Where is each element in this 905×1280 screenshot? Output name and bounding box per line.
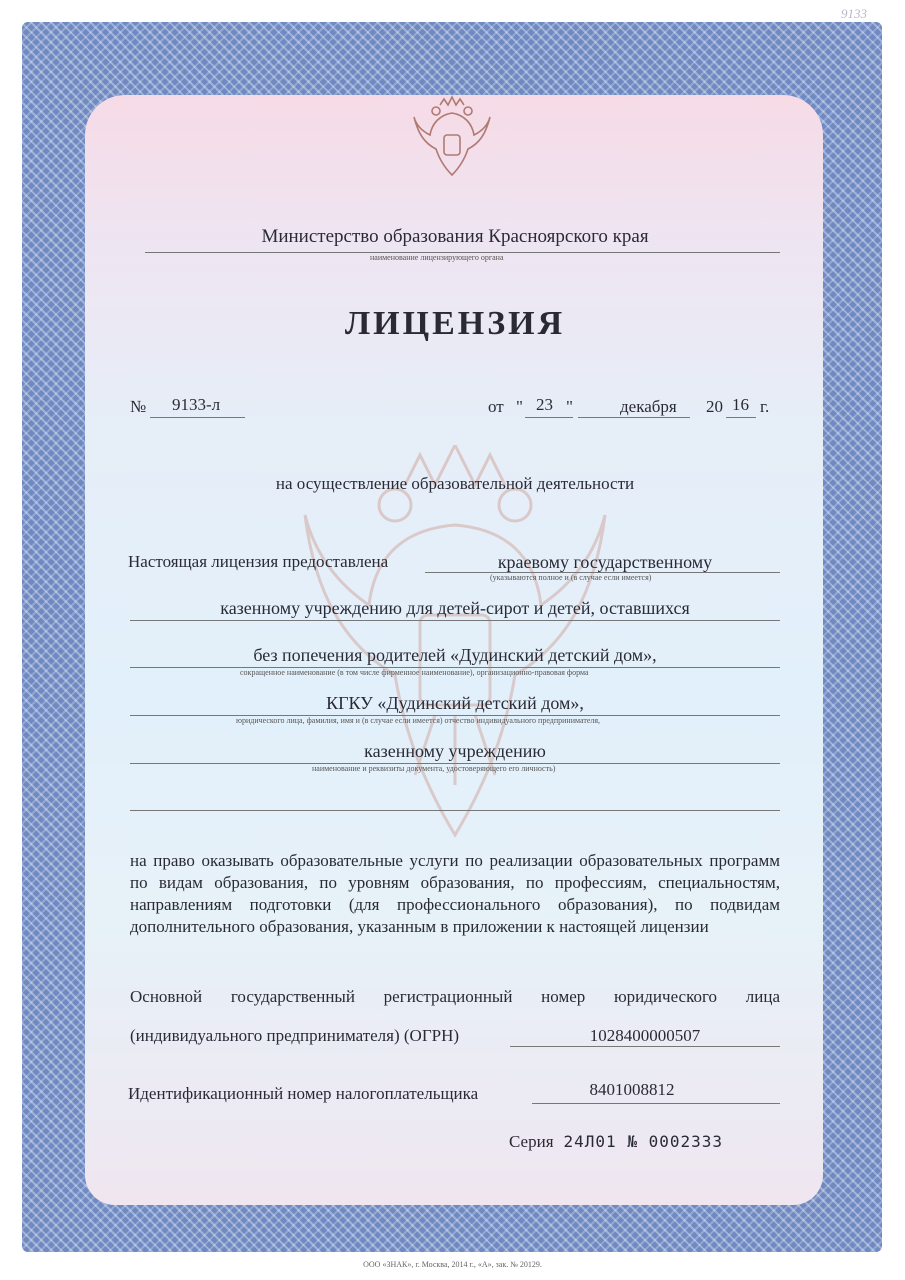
rights-paragraph: на право оказывать образовательные услуги по реализации образовательных программ по видам образования, по уровням образования, по профессиям, специальностям, направлениям подготовки (для профессионального образования), по подвидам дополнительного образования, указанным в приложении к настоящей лицензии bbox=[130, 851, 780, 936]
caption-4: наименование и реквизиты документа, удостоверяющего его личность) bbox=[312, 764, 556, 773]
ogrn-underline bbox=[510, 1046, 780, 1047]
date-open-quote: " bbox=[516, 397, 523, 416]
licensee-line-4: КГКУ «Дудинский детский дом», bbox=[326, 693, 584, 713]
inn-underline bbox=[532, 1103, 780, 1104]
licensee-line-1: краевому государственному bbox=[497, 552, 713, 572]
publisher-imprint: ООО «ЗНАК», г. Москва, 2014 г., «А», зак. № 20129. bbox=[363, 1260, 542, 1269]
license-purpose: на осуществление образовательной деятельности bbox=[275, 474, 635, 493]
date-year-label: г. bbox=[760, 397, 770, 416]
licensee-line-2: казенному учреждению для детей-сирот и детей, оставшихся bbox=[220, 598, 690, 618]
date-year-underline bbox=[726, 417, 756, 418]
date-month-underline bbox=[578, 417, 690, 418]
issuing-authority-caption: наименование лицензирующего органа bbox=[370, 253, 504, 262]
series-label: Серия bbox=[509, 1132, 554, 1151]
number-prefix: № bbox=[130, 397, 147, 416]
caption-2: сокращенное наименование (в том числе фирменное наименование), организационно-правовая форма bbox=[240, 668, 589, 677]
issuing-authority: Министерство образования Красноярского края bbox=[261, 226, 649, 247]
licensee-line-2-underline bbox=[130, 620, 780, 621]
licensee-line-5: казенному учреждению bbox=[364, 741, 546, 761]
inn-value: 8401008812 bbox=[589, 1080, 675, 1099]
series-code: 24Л01 № 0002333 bbox=[563, 1132, 724, 1151]
ogrn-value: 1028400000507 bbox=[589, 1026, 701, 1045]
caption-1: (указываются полное и (в случае если имеется) bbox=[490, 573, 652, 582]
date-year-suffix: 16 bbox=[732, 395, 749, 414]
license-number: 9133-л bbox=[172, 395, 221, 414]
number-underline bbox=[150, 417, 245, 418]
date-day: 23 bbox=[536, 395, 553, 414]
page-number: 9133 bbox=[841, 6, 867, 21]
date-month: декабря bbox=[620, 397, 677, 416]
date-from-label: от bbox=[488, 397, 504, 416]
date-year-prefix: 20 bbox=[706, 397, 723, 416]
licensee-line-3: без попечения родителей «Дудинский детский дом», bbox=[253, 645, 657, 665]
blank-line bbox=[130, 810, 780, 811]
double-headed-eagle-icon bbox=[410, 95, 494, 187]
inn-label: Идентификационный номер налогоплательщика bbox=[128, 1084, 479, 1103]
series-block bbox=[509, 1132, 723, 1152]
date-close-quote: " bbox=[566, 397, 573, 416]
ogrn-label-2: (индивидуального предпринимателя) (ОГРН) bbox=[130, 1026, 460, 1045]
granted-to-label: Настоящая лицензия предоставлена bbox=[128, 552, 389, 571]
document-title: ЛИЦЕНЗИЯ bbox=[344, 305, 566, 342]
date-day-underline bbox=[525, 417, 573, 418]
caption-3: юридического лица, фамилия, имя и (в случае если имеется) отчество индивидуального предпринимателя, bbox=[236, 716, 601, 725]
ogrn-label-1: Основной государственный регистрационный номер юридического лица bbox=[130, 987, 780, 1006]
